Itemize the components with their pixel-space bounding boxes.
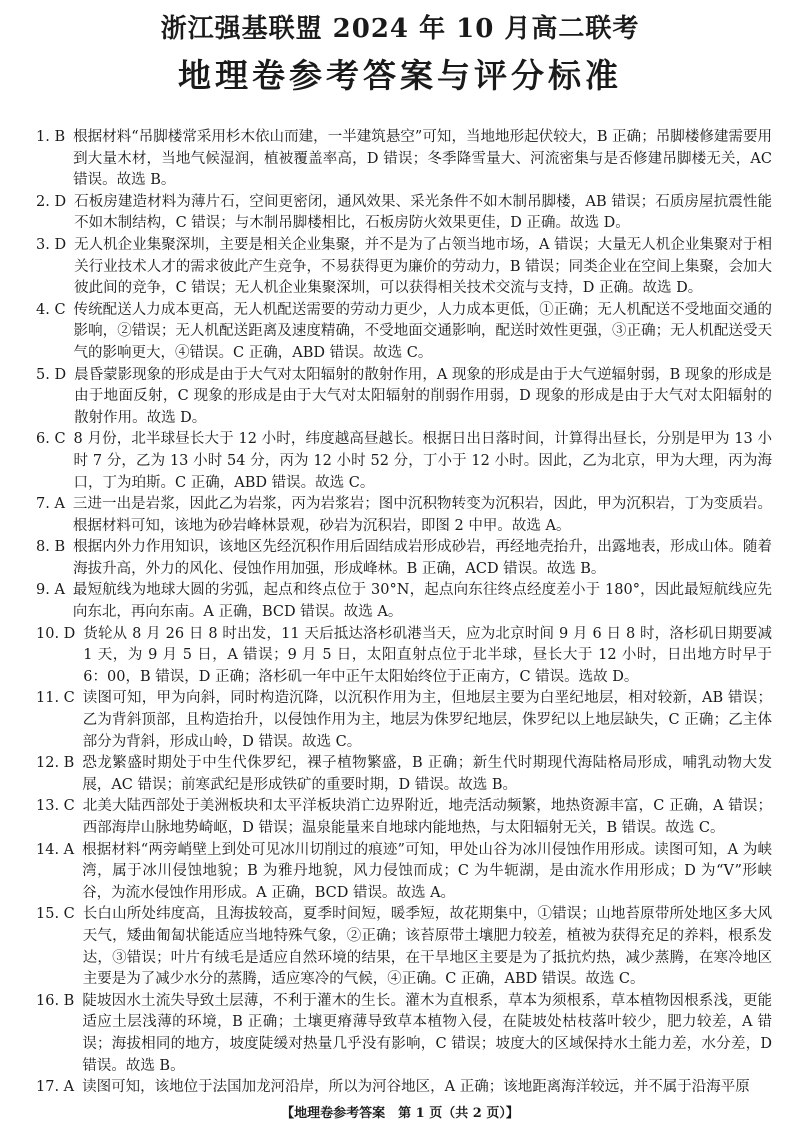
answer-explanation: 陡坡因水土流失导致土层薄，不利于灌木的生长。灌木为直根系，草本为须根系，草本植物因根系浅，更能适应土层浅薄的环境，B 正确；土壤更瘠薄导致草本植物入侵，在陡坡处枯枝落叶较少，肥力较差，A 错误；海拔相同的地方，坡度陡缓对热量几乎没有影响，C 错误；坡度大的区域保持水土能力差，水分差，D 错误。故选 B。 xyxy=(82,992,772,1074)
answer-explanation: 读图可知，甲为向斜，同时构造沉降，以沉积作用为主，但地层主要为白垩纪地层，相对较新，AB 错误；乙为背斜顶部，且构造抬升，以侵蚀作用为主，地层为侏罗纪地层，侏罗纪以上地层缺失，C 正确；乙主体部分为背斜，形成山岭，D 错误。故选 C。 xyxy=(82,690,772,750)
answer-item-2 xyxy=(36,192,772,235)
answer-number: 14. A xyxy=(36,841,75,858)
answer-number: 13. C xyxy=(36,798,75,815)
answer-item-7 xyxy=(36,494,772,537)
answer-number: 17. A xyxy=(36,1079,75,1096)
answer-number: 16. B xyxy=(36,992,75,1009)
answer-item-16 xyxy=(36,991,772,1077)
answer-number: 6. C xyxy=(36,431,66,448)
answer-explanation: 晨昏蒙影现象的形成是由于大气对太阳辐射的散射作用，A 现象的形成是由于大气逆辐射弱，B 现象的形成是由于地面反射，C 现象的形成是由于大气对太阳辐射的削弱作用弱，D 现象的形成是由于大气对太阳辐射的散射作用。故选 D。 xyxy=(74,366,772,426)
answer-item-4 xyxy=(36,300,772,365)
page-footer: 【地理卷参考答案 第 1 页（共 2 页）】 xyxy=(281,1106,519,1121)
answer-number: 15. C xyxy=(36,906,75,923)
answer-explanation: 传统配送人力成本更高，无人机配送需要的劳动力更少，人力成本更低，①正确；无人机配送不受地面交通的影响，②错误；无人机配送距离及速度精确，不受地面交通影响，配送时效性更强，③正确；无人机配送受天气的影响更大，④错误。C 正确，ABD 错误。故选 C。 xyxy=(73,301,772,361)
answer-list xyxy=(36,127,772,1099)
answer-explanation: 石板房建造材料为薄片石，空间更密闭，通风效果、采光条件不如木制吊脚楼，AB 错误；石质房屋抗震性能不如木制结构，C 错误；与木制吊脚楼相比，石板房防火效果更佳，D 正确。故选 D。 xyxy=(74,193,772,232)
answer-item-13 xyxy=(36,796,772,839)
answer-item-5 xyxy=(36,365,772,430)
answer-number: 7. A xyxy=(36,496,65,513)
answer-item-1 xyxy=(36,127,772,192)
answer-item-6 xyxy=(36,429,772,494)
answer-item-8 xyxy=(36,537,772,580)
answer-number: 3. D xyxy=(36,236,67,253)
answer-explanation: 三进一出是岩浆，因此乙为岩浆，丙为岩浆岩；图中沉积物转变为沉积岩，因此，甲为沉积岩，丁为变质岩。根据材料可知，该地为砂岩峰林景观，砂岩为沉积岩，即图 2 中甲。故选 A。 xyxy=(72,496,772,534)
answer-number: 8. B xyxy=(36,539,66,556)
answer-item-11 xyxy=(36,688,772,753)
answer-explanation: 根据材料“吊脚楼常采用杉木依山而建，一半建筑悬空”可知，当地地形起伏较大，B 正确；吊脚楼修建需要用到大量木材，当地气候湿润，植被覆盖率高，D 错误；冬季降雪量大、河流密集与是否修建吊脚楼无关，AC 错误。故选 B。 xyxy=(73,129,772,189)
answer-item-12 xyxy=(36,753,772,796)
answer-item-10 xyxy=(36,624,772,689)
answer-explanation: 读图可知，该地位于法国加龙河沿岸，所以为河谷地区，A 正确；该地距离海洋较远，并不属于沿海平原 xyxy=(82,1079,750,1096)
answer-item-9 xyxy=(36,580,772,623)
answer-explanation: 北美大陆西部处于美洲板块和太平洋板块消亡边界附近，地壳活动频繁，地热资源丰富，C 正确，A 错误；西部海岸山脉地势崎岖，D 错误；温泉能量来自地球内能地热，与太阳辐射无关，B 错误。故选 C。 xyxy=(82,798,772,836)
document-title: 地理卷参考答案与评分标准 xyxy=(178,56,622,95)
answer-explanation: 无人机企业集聚深圳，主要是相关企业集聚，并不是为了占领当地市场，A 错误；大量无人机企业集聚对于相关行业技术人才的需求彼此产生竞争，不易获得更为廉价的劳动力，B 错误；同类企业在空间上集聚，会加大彼此间的竞争，C 错误；无人机企业集聚深圳，可以获得相关技术交流与支持，D 正确。故选 D。 xyxy=(74,236,772,297)
answer-number: 5. D xyxy=(36,366,67,383)
answer-number: 10. D xyxy=(36,625,76,642)
answer-number: 4. C xyxy=(36,301,66,318)
answer-explanation: 8 月份，北半球昼长大于 12 小时，纬度越高昼越长。根据日出日落时间，计算得出昼长，分别是甲为 13 小时 7 分，乙为 13 小时 54 分，丙为 12 小时 52 分，丁小于 12 小时。因此，乙为北京，甲为大理，丙为海口，丁为珀斯。C 正确，ABD 错误。故选 C。 xyxy=(73,431,772,491)
exam-title: 浙江强基联盟 2024 年 10 月高二联考 xyxy=(160,14,640,44)
answer-item-15 xyxy=(36,904,772,990)
answer-item-3 xyxy=(36,235,772,300)
answer-explanation: 货轮从 8 月 26 日 8 时出发，11 天后抵达洛杉矶港当天，应为北京时间 9 月 6 日 8 时，洛杉矶日期要减 1 天，为 9 月 5 日，A 错误；9 月 5 日，太阳直射点位于北半球，昼长大于 12 小时，日出地方时早于 6：00，B 错误，D 正确；洛杉矶一年中正午太阳始终位于正南方，C 错误。选故 D。 xyxy=(83,625,772,685)
answer-number: 12. B xyxy=(36,755,75,772)
answer-number: 11. C xyxy=(36,690,75,707)
answer-explanation: 恐龙繁盛时期处于中生代侏罗纪，裸子植物繁盛，B 正确；新生代时期现代海陆格局形成，哺乳动物大发展，AC 错误；前寒武纪是形成铁矿的重要时期，D 错误。故选 B。 xyxy=(82,755,772,793)
answer-explanation: 根据材料“两旁峭壁上到处可见冰川切削过的痕迹”可知，甲处山谷为冰川侵蚀作用形成。读图可知，A 为峡湾，属于冰川侵蚀地貌；B 为雅丹地貌，风力侵蚀而成；C 为牛轭湖，是由流水作用形成；D 为“V”形峡谷，为流水侵蚀作用形成。A 正确，BCD 错误。故选 A。 xyxy=(82,841,772,901)
answer-explanation: 长白山所处纬度高，且海拔较高，夏季时间短，暖季短，故花期集中，①错误；山地苔原带所处地区多大风天气，矮曲匍匐状能适应当地特殊气象，②正确；该苔原带土壤肥力较差，植被为获得充足的养料，根系发达，③错误；叶片有绒毛是适应自然环境的结果，在干旱地区主要是为了抵抗灼热，减少蒸腾，在寒冷地区主要是为了减少水分的蒸腾，适应寒冷的气候，④正确。C 正确，ABD 错误。故选 C。 xyxy=(82,906,772,988)
answer-item-14 xyxy=(36,840,772,905)
answer-item-17 xyxy=(36,1077,772,1099)
answer-explanation: 最短航线为地球大圆的劣弧，起点和终点位于 30°N，起点向东往终点经度差小于 180°，因此最短航线应先向东北，再向东南。A 正确，BCD 错误。故选 A。 xyxy=(72,582,772,621)
answer-explanation: 根据内外力作用知识，该地区先经沉积作用后固结成岩形成砂岩，再经地壳抬升，出露地表，形成山体。随着海拔升高，外力的风化、侵蚀作用加强，形成峰林。B 正确，ACD 错误。故选 B。 xyxy=(73,539,772,577)
answer-number: 1. B xyxy=(36,129,66,145)
answer-number: 2. D xyxy=(36,193,67,210)
answer-number: 9. A xyxy=(36,582,65,599)
